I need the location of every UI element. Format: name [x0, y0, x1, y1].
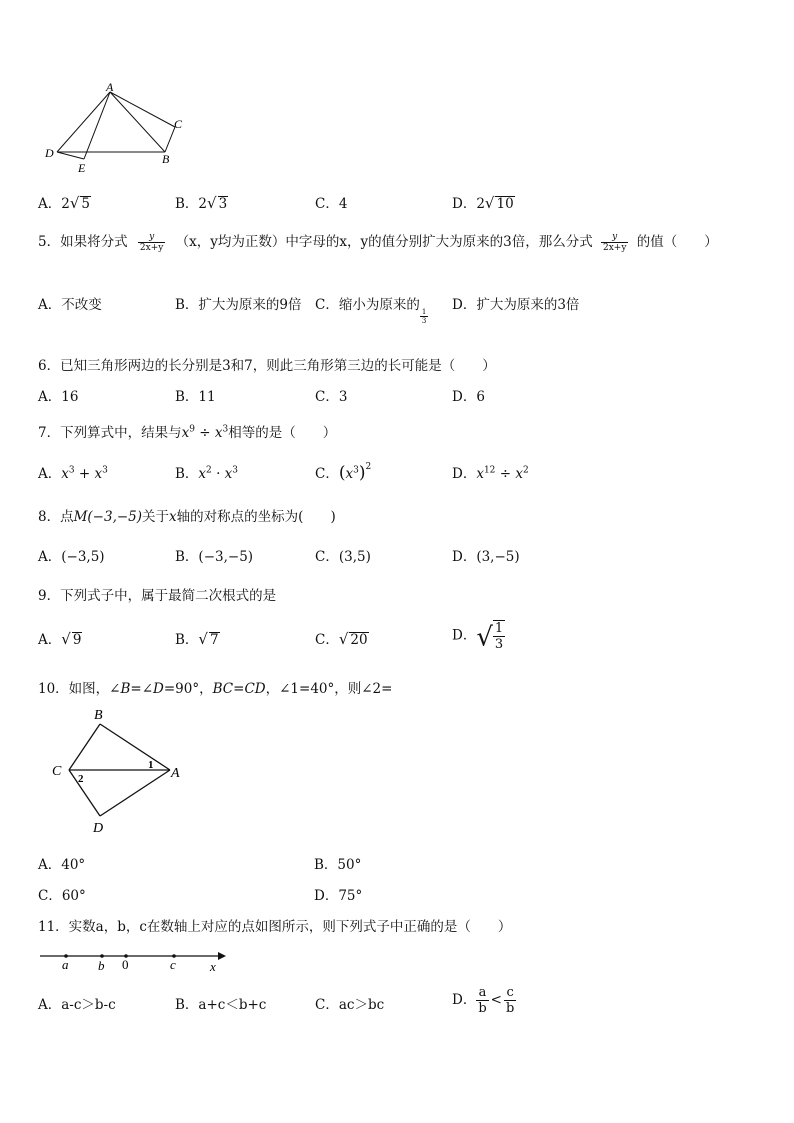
radical-sign: √ — [338, 630, 349, 648]
variable: x — [224, 466, 233, 482]
fraction — [601, 232, 628, 253]
denominator: 3 — [494, 637, 504, 652]
q4-option-a[interactable] — [38, 192, 91, 212]
q8-option-b[interactable] — [175, 545, 253, 565]
operator: · — [216, 466, 221, 482]
option-label: B． — [175, 466, 199, 482]
variable: D — [153, 681, 164, 697]
number-line — [38, 944, 238, 974]
stem-text: 相等的是（ ） — [228, 425, 337, 441]
fraction — [476, 985, 488, 1016]
option-label: A． — [38, 196, 62, 212]
q11-stem: 11．实数a，b，c在数轴上对应的点如图所示，则下列式子中正确的是（ ） — [38, 919, 512, 935]
q10-option-a[interactable]: A．40° — [38, 857, 86, 873]
angle-2-label: 2 — [78, 773, 84, 785]
variable: x — [94, 466, 103, 482]
option-value: 4 — [338, 196, 348, 212]
label-a: a — [62, 957, 69, 972]
label-d: D — [45, 146, 54, 160]
variable: x — [515, 466, 523, 482]
exponent: 3 — [222, 424, 229, 435]
q7-option-d[interactable] — [452, 462, 529, 482]
option-label: B． — [175, 632, 199, 648]
option-value: (−3,−5) — [198, 549, 254, 565]
q9-option-b[interactable] — [175, 628, 220, 648]
radicand: 9 — [72, 632, 82, 648]
q11-option-a[interactable]: A．a-c＞b-c — [38, 997, 116, 1013]
q11-option-c[interactable]: C．ac＞bc — [315, 997, 385, 1013]
q9-option-d[interactable] — [452, 620, 505, 653]
option-label: A． — [38, 632, 62, 648]
numerator: y — [138, 232, 165, 243]
radical-sign: √ — [69, 194, 80, 212]
stem-text: 7．下列算式中，结果与 — [38, 425, 182, 441]
radical-sign: √ — [61, 630, 71, 648]
fraction — [420, 308, 428, 325]
option-label: A． — [38, 549, 62, 565]
q10-option-b[interactable]: B．50° — [314, 857, 362, 873]
exponent: 2 — [522, 465, 529, 476]
stem-text: 10．如图，∠ — [38, 681, 121, 697]
stem-text: 关于 — [142, 509, 170, 525]
variable: CD — [244, 681, 266, 697]
option-value: (3,5) — [338, 549, 371, 565]
variable: x — [181, 425, 190, 441]
label-b: b — [98, 958, 105, 973]
q4-option-c[interactable] — [315, 192, 347, 212]
numerator: y — [601, 232, 628, 243]
radicand: 7 — [209, 632, 219, 648]
q6-option-c[interactable]: C．3 — [315, 389, 348, 405]
q5-option-a[interactable]: A．不改变 — [38, 297, 102, 313]
stem-text: =∠ — [130, 681, 154, 697]
exponent: 2 — [206, 465, 212, 476]
q5-stem — [38, 230, 718, 253]
denominator: 2x+y — [139, 243, 164, 253]
denominator: b — [478, 1001, 487, 1016]
option-label: C． — [315, 632, 339, 648]
q8-option-d[interactable] — [452, 545, 520, 565]
label-x: x — [210, 959, 216, 974]
denominator: 2x+y — [603, 243, 627, 253]
q10-stem — [38, 677, 392, 697]
option-label: D． — [452, 466, 477, 482]
option-label: D． — [452, 992, 477, 1008]
q9-option-a[interactable] — [38, 628, 82, 648]
point: M(−3,−5) — [73, 509, 143, 525]
q11-option-b[interactable]: B．a+c＜b+c — [175, 997, 267, 1013]
q8-option-c[interactable] — [315, 545, 371, 565]
radicand: 5 — [81, 196, 90, 212]
option-label: D． — [452, 627, 477, 644]
radical-sign: √ — [476, 622, 493, 653]
label-c: c — [170, 957, 176, 972]
radicand: 20 — [350, 632, 368, 648]
numerator: 1 — [494, 621, 504, 636]
option-value: (−3,5) — [61, 549, 105, 565]
q7-option-a[interactable] — [38, 462, 108, 482]
radical-sign: √ — [207, 194, 217, 212]
numerator: a — [476, 985, 488, 1001]
numerator: 1 — [421, 308, 427, 316]
variable: x — [214, 425, 223, 441]
stem-text: =90°， — [163, 681, 213, 697]
exponent: 12 — [483, 465, 496, 476]
radical-sign: √ — [484, 194, 495, 212]
q4-option-b[interactable] — [175, 192, 228, 212]
option-label: C． — [315, 466, 339, 482]
denominator: 3 — [421, 317, 427, 325]
label-b: B — [162, 152, 170, 166]
coefficient: 2 — [61, 196, 70, 212]
option-label: D． — [452, 196, 477, 212]
exponent: 9 — [189, 424, 195, 435]
coefficient: 2 — [476, 196, 485, 212]
variable: x — [345, 466, 354, 482]
exponent: 3 — [232, 465, 239, 476]
stem-text: 的值（ ） — [636, 234, 718, 250]
q6-option-d[interactable]: D．6 — [452, 389, 485, 405]
option-value: (3,−5) — [476, 549, 520, 565]
variable: x — [198, 466, 207, 482]
q6-stem: 6．已知三角形两边的长分别是3和7，则此三角形第三边的长可能是（ ） — [38, 358, 496, 374]
exponent: 3 — [102, 465, 108, 476]
label-a: A — [171, 766, 180, 781]
q8-stem — [38, 505, 336, 525]
operator: < — [490, 992, 502, 1008]
q7-option-c[interactable] — [315, 462, 371, 483]
q6-option-a[interactable]: A．16 — [38, 389, 79, 405]
exponent: 2 — [365, 462, 372, 472]
stem-text: 轴的对称点的坐标为( ) — [176, 509, 336, 525]
coefficient: 2 — [198, 196, 208, 212]
stem-text: ，∠1=40°，则∠2= — [265, 681, 393, 697]
label-d: D — [93, 821, 104, 836]
label-e: E — [78, 161, 86, 175]
option-label: B． — [175, 549, 199, 565]
variable: B — [120, 681, 131, 697]
q7-option-b[interactable] — [175, 462, 238, 482]
q9-option-c[interactable] — [315, 628, 369, 648]
angle-1-label: 1 — [148, 759, 154, 771]
variable: x — [169, 509, 177, 525]
q4-option-d[interactable] — [452, 192, 515, 212]
label-b: B — [94, 708, 103, 723]
q5-option-b[interactable]: B．扩大为原来的9倍 — [175, 297, 302, 313]
fraction — [504, 985, 516, 1016]
option-label: C． — [315, 549, 339, 565]
exponent: 3 — [353, 465, 359, 476]
stem-text: = — [233, 681, 245, 697]
option-text: C．缩小为原来的 — [315, 297, 420, 313]
triangle-figure-1 — [40, 82, 190, 177]
operator: ÷ — [199, 425, 211, 441]
option-label: B． — [175, 196, 199, 212]
variable: x — [61, 466, 69, 482]
q5-option-c[interactable] — [315, 293, 428, 325]
q9-stem: 9．下列式子中，属于最简二次根式的是 — [38, 588, 277, 604]
stem-text: 8．点 — [38, 509, 74, 525]
stem-text: 5．如果将分式 — [38, 234, 128, 250]
option-label: D． — [452, 549, 477, 565]
q10-option-d[interactable]: D．75° — [314, 888, 363, 904]
option-label: C． — [315, 196, 339, 212]
quadrilateral-figure — [48, 704, 198, 838]
numerator: c — [504, 985, 516, 1001]
denominator: b — [505, 1001, 515, 1016]
exponent: 3 — [68, 465, 75, 476]
option-label: A． — [38, 466, 62, 482]
q6-option-b[interactable]: B．11 — [175, 389, 216, 405]
q8-option-a[interactable] — [38, 545, 105, 565]
paren: ) — [358, 463, 366, 483]
label-a: A — [106, 82, 114, 94]
fraction — [138, 232, 165, 253]
radicand: 3 — [218, 196, 228, 212]
q7-stem — [38, 421, 336, 441]
variable: BC — [212, 681, 234, 697]
label-c: C — [52, 764, 62, 779]
q5-option-d[interactable]: D．扩大为原来的3倍 — [452, 297, 580, 313]
q10-option-c[interactable]: C．60° — [38, 888, 86, 904]
fraction — [493, 620, 505, 652]
radicand: 10 — [496, 196, 514, 212]
label-c: C — [174, 117, 183, 131]
paren: ( — [338, 463, 346, 483]
operator: ÷ — [499, 466, 512, 482]
operator: + — [78, 466, 91, 482]
q11-option-d[interactable] — [452, 985, 516, 1016]
stem-text: （x，y均为正数）中字母的x，y的值分别扩大为原来的3倍，那么分式 — [175, 234, 593, 250]
radical-sign: √ — [198, 630, 208, 648]
variable: x — [476, 466, 484, 482]
label-zero: 0 — [122, 957, 129, 972]
